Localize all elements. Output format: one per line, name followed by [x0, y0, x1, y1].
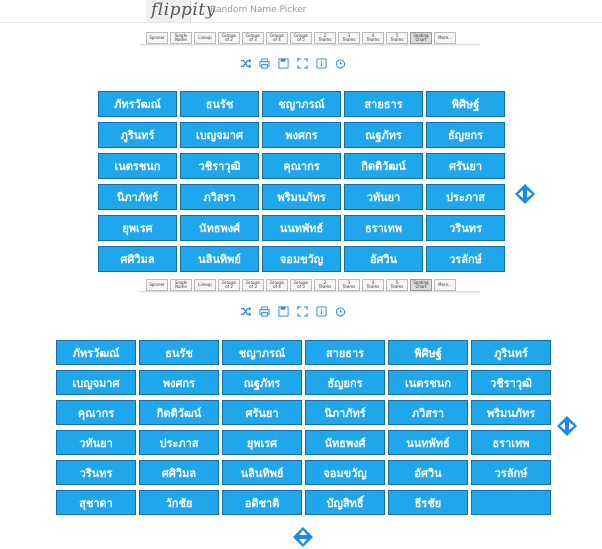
- resize-horizontal-handle-2[interactable]: [556, 415, 578, 437]
- seat-card[interactable]: ภัทรวัฒณ์: [98, 91, 177, 117]
- tab-5-teams[interactable]: 5 Teams: [386, 32, 408, 44]
- tab-lineup[interactable]: Lineup: [194, 279, 216, 291]
- info-icon[interactable]: [316, 58, 327, 69]
- seat-card[interactable]: ยุพเรศ: [98, 215, 177, 241]
- tab-groups-of-5[interactable]: Groups of 5: [290, 279, 312, 291]
- header-divider: [0, 22, 602, 23]
- shuffle-icon[interactable]: [240, 58, 251, 69]
- top-bar: [0, 0, 602, 22]
- seat-card[interactable]: [471, 490, 551, 515]
- seat-card[interactable]: วรลักษ์: [471, 460, 551, 485]
- tab-groups-of-3[interactable]: Groups of 3: [242, 32, 264, 44]
- seat-card[interactable]: ศศิวิมล: [139, 460, 219, 485]
- toolbar-2: [240, 306, 354, 317]
- seat-grid: [98, 91, 506, 275]
- tab-5-teams[interactable]: 5 Teams: [386, 279, 408, 291]
- seat-card[interactable]: สายธาร: [344, 91, 423, 117]
- tab-lineup[interactable]: Lineup: [194, 32, 216, 44]
- seat-card[interactable]: พิศิษฐ์: [388, 340, 468, 365]
- save-icon[interactable]: [278, 306, 289, 317]
- seat-card[interactable]: เนตรชนก: [388, 370, 468, 395]
- seat-card[interactable]: ธีรชัย: [388, 490, 468, 515]
- seat-card[interactable]: นลินทิพย์: [180, 246, 259, 272]
- seat-card[interactable]: กิตติวัฒน์: [139, 400, 219, 425]
- seat-card[interactable]: นิภาภัทร์: [305, 400, 385, 425]
- resize-horizontal-handle[interactable]: [514, 183, 536, 205]
- tab-more[interactable]: More...: [434, 279, 456, 291]
- print-icon[interactable]: [259, 58, 270, 69]
- seating-chart-top: [98, 91, 506, 275]
- save-icon[interactable]: [278, 58, 289, 69]
- seat-card[interactable]: ธราเทพ: [344, 215, 423, 241]
- tab-spinner[interactable]: Spinner: [146, 279, 168, 291]
- seat-card[interactable]: คุณากร: [262, 153, 341, 179]
- tab-groups-of-4[interactable]: Groups of 4: [266, 32, 288, 44]
- tab-4-teams[interactable]: 4 Teams: [362, 32, 384, 44]
- tab-4-teams[interactable]: 4 Teams: [362, 279, 384, 291]
- seat-card[interactable]: ธนรัช: [139, 340, 219, 365]
- tab-2-teams[interactable]: 2 Teams: [314, 279, 336, 291]
- seat-card[interactable]: วชิราวุฒิ: [180, 153, 259, 179]
- seat-card[interactable]: ภวิสรา: [388, 400, 468, 425]
- seat-card[interactable]: คุณากร: [56, 400, 136, 425]
- seat-card[interactable]: อัศวิน: [388, 460, 468, 485]
- tab-groups-of-2[interactable]: Groups of 2: [218, 279, 240, 291]
- seat-card[interactable]: วักชัย: [139, 490, 219, 515]
- seat-card[interactable]: สุชาดา: [56, 490, 136, 515]
- tab-3-teams[interactable]: 3 Teams: [338, 279, 360, 291]
- seat-card[interactable]: ณฐภัทร: [344, 122, 423, 148]
- seat-card[interactable]: นัทธพงศ์: [305, 430, 385, 455]
- seat-card[interactable]: นลินทิพย์: [222, 460, 302, 485]
- seat-card[interactable]: นนทพัทธ์: [388, 430, 468, 455]
- seat-card[interactable]: จอมขวัญ: [305, 460, 385, 485]
- tab-single-name[interactable]: Single Name: [170, 32, 192, 44]
- tab-single-name[interactable]: Single Name: [170, 279, 192, 291]
- seat-card[interactable]: ภวิสรา: [180, 184, 259, 210]
- seat-card[interactable]: ธัญยกร: [426, 122, 505, 148]
- seat-card[interactable]: นิภาภัทร์: [98, 184, 177, 210]
- seat-card[interactable]: วรินทร: [426, 215, 505, 241]
- seat-card[interactable]: ชญาภรณ์: [222, 340, 302, 365]
- tab-spinner[interactable]: Spinner: [146, 32, 168, 44]
- seat-card[interactable]: พงศกร: [262, 122, 341, 148]
- info-icon[interactable]: [316, 306, 327, 317]
- seat-card[interactable]: อัศวิน: [344, 246, 423, 272]
- print-icon[interactable]: [259, 306, 270, 317]
- seat-card[interactable]: ชญาภรณ์: [262, 91, 341, 117]
- seat-card[interactable]: กิตติวัฒน์: [344, 153, 423, 179]
- tabs-shadow-2: [140, 291, 480, 293]
- seat-card[interactable]: นัทธพงศ์: [180, 215, 259, 241]
- seat-card[interactable]: ศรันยา: [222, 400, 302, 425]
- seat-card[interactable]: วทันยา: [344, 184, 423, 210]
- tab-seating-chart[interactable]: Seating Chart: [410, 32, 432, 44]
- horizontal-arrows-icon: [556, 415, 578, 437]
- tab-groups-of-5[interactable]: Groups of 5: [290, 32, 312, 44]
- seat-card[interactable]: เบญจมาศ: [180, 122, 259, 148]
- resize-vertical-handle[interactable]: [292, 526, 314, 548]
- seat-card[interactable]: เบญจมาศ: [56, 370, 136, 395]
- timer-icon[interactable]: [335, 306, 346, 317]
- seat-card[interactable]: วชิราวุฒิ: [471, 370, 551, 395]
- seat-card[interactable]: ภูรินทร์: [98, 122, 177, 148]
- seat-card[interactable]: อดิชาติ: [222, 490, 302, 515]
- tab-groups-of-4[interactable]: Groups of 4: [266, 279, 288, 291]
- shuffle-icon[interactable]: [240, 306, 251, 317]
- tabs-shadow: [140, 44, 480, 46]
- seat-card[interactable]: พงศกร: [139, 370, 219, 395]
- seat-card[interactable]: ณฐภัทร: [222, 370, 302, 395]
- page-subtitle: Random Name Picker: [210, 5, 307, 15]
- seat-card[interactable]: เนตรชนก: [98, 153, 177, 179]
- seat-card[interactable]: วรินทร: [56, 460, 136, 485]
- tab-3-teams[interactable]: 3 Teams: [338, 32, 360, 44]
- timer-icon[interactable]: [335, 58, 346, 69]
- seat-card[interactable]: ภูรินทร์: [471, 340, 551, 365]
- mode-tabs: [146, 32, 458, 44]
- horizontal-arrows-icon: [514, 183, 536, 205]
- seat-card[interactable]: วรลักษ์: [426, 246, 505, 272]
- flippity-logo: flippity: [151, 0, 216, 20]
- tab-groups-of-3[interactable]: Groups of 3: [242, 279, 264, 291]
- tab-groups-of-2[interactable]: Groups of 2: [218, 32, 240, 44]
- seating-chart-bottom: [56, 340, 551, 515]
- seat-card[interactable]: ศรันยา: [426, 153, 505, 179]
- mode-tabs-2: [146, 279, 458, 291]
- seat-card[interactable]: ยุพเรศ: [222, 430, 302, 455]
- seat-card[interactable]: ประภาส: [139, 430, 219, 455]
- seat-card[interactable]: วทันยา: [56, 430, 136, 455]
- seat-card[interactable]: ภัทรวัฒณ์: [56, 340, 136, 365]
- tab-seating-chart[interactable]: Seating Chart: [410, 279, 432, 291]
- seat-card[interactable]: พริมนภัทร: [262, 184, 341, 210]
- seat-card[interactable]: ธราเทพ: [471, 430, 551, 455]
- fullscreen-icon[interactable]: [297, 306, 308, 317]
- fullscreen-icon[interactable]: [297, 58, 308, 69]
- toolbar: [240, 58, 354, 69]
- seat-card[interactable]: สายธาร: [305, 340, 385, 365]
- seat-card[interactable]: พริมนภัทร: [471, 400, 551, 425]
- seat-card[interactable]: บัญสิทธิ์: [305, 490, 385, 515]
- seat-card[interactable]: ธนรัช: [180, 91, 259, 117]
- vertical-arrows-icon: [292, 526, 314, 548]
- tab-more[interactable]: More...: [434, 32, 456, 44]
- tab-2-teams[interactable]: 2 Teams: [314, 32, 336, 44]
- seat-card[interactable]: นนทพัทธ์: [262, 215, 341, 241]
- seat-card[interactable]: ศศิวิมล: [98, 246, 177, 272]
- seat-card[interactable]: ประภาส: [426, 184, 505, 210]
- seat-card[interactable]: พิศิษฐ์: [426, 91, 505, 117]
- seat-card[interactable]: จอมขวัญ: [262, 246, 341, 272]
- seat-card[interactable]: ธัญยกร: [305, 370, 385, 395]
